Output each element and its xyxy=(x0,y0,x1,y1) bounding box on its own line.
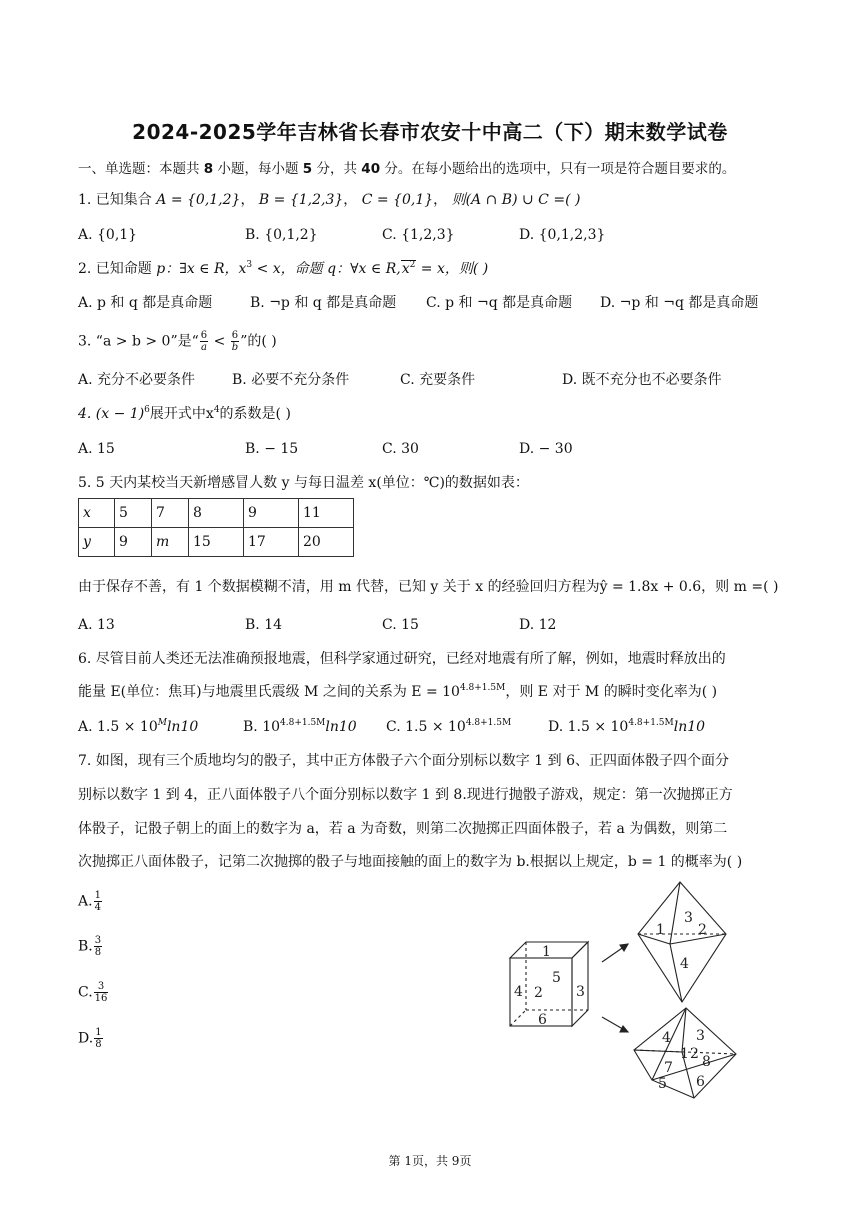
table-row xyxy=(79,499,354,528)
q7-option-c[interactable]: C. $\frac{3}{16}$ xyxy=(78,981,108,1004)
tetrahedron-die xyxy=(638,882,726,1002)
question-7-line-1: 7. 如图，现有三个质地均匀的骰子，其中正方体骰子六个面分别标以数字 1 到 6、正四面体骰子四个面分 xyxy=(78,753,729,769)
table-cell: m xyxy=(152,528,189,557)
table-cell: 7 xyxy=(152,499,189,528)
table-cell: 8 xyxy=(189,499,244,528)
question-5-stem: 5. 5 天内某校当天新增感冒人数 y 与每日温差 x(单位：℃)的数据如表： xyxy=(78,475,529,491)
table-cell: 9 xyxy=(115,528,152,557)
octa-face-label: 1 xyxy=(680,1046,689,1062)
question-7-line-2: 别标以数字 1 到 4，正八面体骰子八个面分别标以数字 1 到 8.现进行抛骰子游戏，规定：第一次抛掷正方 xyxy=(78,787,733,803)
q5-option-d[interactable]: D. 12 xyxy=(519,617,557,633)
question-4-stem: 4. $(x - 1)^6$展开式中$x^4$的系数是( ) xyxy=(78,405,291,422)
q3-option-c[interactable]: C. 充要条件 xyxy=(400,372,476,388)
question-7-line-4: 次抛掷正八面体骰子，记第二次抛掷的骰子与地面接触的面上的数字为 b.根据以上规定，b = 1 的概率为( ) xyxy=(78,854,743,870)
tetra-face-label: 3 xyxy=(684,910,693,926)
tetra-face-label: 1 xyxy=(656,922,665,938)
octa-face-label: 3 xyxy=(696,1028,705,1044)
octa-face-label: 2 xyxy=(690,1046,699,1062)
q1-option-a[interactable]: A. {0,1} xyxy=(78,227,138,243)
question-7-line-3: 体骰子，记骰子朝上的面上的数字为 a，若 a 为奇数，则第二次抛掷正四面体骰子，若 a 为偶数，则第二 xyxy=(78,821,728,837)
page-footer: 第 1页，共 9页 xyxy=(388,1154,472,1168)
question-6-line-1: 6. 尽管目前人类还无法准确预报地震，但科学家通过研究，已经对地震有所了解，例如，地震时释放出的 xyxy=(78,651,726,667)
octa-face-label: 7 xyxy=(664,1060,673,1076)
arrow-icon xyxy=(602,1017,628,1032)
q1-option-b[interactable]: B. {0,1,2} xyxy=(245,227,318,243)
q4-option-d[interactable]: D. − 30 xyxy=(519,441,573,457)
q5-option-a[interactable]: A. 13 xyxy=(78,617,115,633)
octa-face-label: 4 xyxy=(662,1030,671,1046)
tetra-face-label: 4 xyxy=(680,956,689,972)
q3-option-d[interactable]: D. 既不充分也不必要条件 xyxy=(562,372,722,388)
q4-option-b[interactable]: B. − 15 xyxy=(245,441,299,457)
octa-face-label: 5 xyxy=(658,1076,667,1092)
q5-option-c[interactable]: C. 15 xyxy=(382,617,419,633)
q7-option-a[interactable]: A. $\frac{1}{4}$ xyxy=(78,890,101,913)
question-5-note: 由于保存不善，有 1 个数据模糊不清，用 m 代替，已知 y 关于 x 的经验回归方程为ŷ = 1.8x + 0.6，则 m =( ) xyxy=(78,579,779,595)
cube-face-label: 1 xyxy=(542,944,551,960)
q4-option-c[interactable]: C. 30 xyxy=(382,441,419,457)
table-cell: 9 xyxy=(244,499,299,528)
fraction-6-over-a: $\frac{6}{a}$ xyxy=(200,330,208,353)
q1-option-c[interactable]: C. {1,2,3} xyxy=(382,227,455,243)
tetra-face-label: 2 xyxy=(698,922,707,938)
question-1-stem: 1. 已知集合 A = {0,1,2}， B = {1,2,3}， C = {0,1}， 则(A ∩ B) ∪ C =( ) xyxy=(78,192,581,208)
table-cell: 5 xyxy=(115,499,152,528)
page-title: 2024-2025学年吉林省长春市农安十中高二（下）期末数学试卷 xyxy=(132,120,728,144)
table-cell: y xyxy=(79,528,115,557)
q2-option-b[interactable]: B. ¬p 和 q 都是真命题 xyxy=(250,295,397,311)
q2-option-a[interactable]: A. p 和 q 都是真命题 xyxy=(78,295,213,311)
table-cell: 20 xyxy=(299,528,354,557)
q3-option-a[interactable]: A. 充分不必要条件 xyxy=(78,372,196,388)
q7-option-b[interactable]: B. $\frac{3}{8}$ xyxy=(78,935,102,958)
dice-figure xyxy=(490,872,740,1102)
cube-face-label: 5 xyxy=(552,970,561,986)
q5-data-table xyxy=(78,498,354,557)
cube-face-label: 6 xyxy=(538,1012,547,1028)
q5-option-b[interactable]: B. 14 xyxy=(245,617,283,633)
q2-option-c[interactable]: C. p 和 ¬q 都是真命题 xyxy=(426,295,573,311)
q6-option-d[interactable]: D. $1.5 \times 10^{4.8+1.5M}\ln 10$ xyxy=(548,718,706,735)
q2-option-d[interactable]: D. ¬p 和 ¬q 都是真命题 xyxy=(600,295,759,311)
q7-option-d[interactable]: D. $\frac{1}{8}$ xyxy=(78,1027,102,1050)
octahedron-die xyxy=(634,1008,736,1098)
fraction-6-over-b: $\frac{6}{b}$ xyxy=(231,330,239,353)
table-cell: x xyxy=(79,499,115,528)
table-cell: 17 xyxy=(244,528,299,557)
cube-face-label: 3 xyxy=(576,984,585,1000)
q6-option-c[interactable]: C. $1.5 \times 10^{4.8+1.5M}$ xyxy=(386,718,512,735)
q1-option-d[interactable]: D. {0,1,2,3} xyxy=(519,227,606,243)
cube-face-label: 2 xyxy=(534,985,543,1001)
table-row xyxy=(79,528,354,557)
table-cell: 15 xyxy=(189,528,244,557)
cube-face-label: 4 xyxy=(514,984,523,1000)
q3-option-b[interactable]: B. 必要不充分条件 xyxy=(232,372,350,388)
q6-option-b[interactable]: B. $10^{4.8+1.5M}\ln 10$ xyxy=(243,718,357,735)
table-cell: 11 xyxy=(299,499,354,528)
octa-face-label: 6 xyxy=(696,1074,705,1090)
octa-face-label: 8 xyxy=(702,1054,711,1070)
cube-die xyxy=(510,942,588,1028)
question-6-line-2: 能量 E(单位：焦耳)与地震里氏震级 M 之间的关系为 $E = 10^{4.8+1.5M}$，则 E 对于 M 的瞬时变化率为( ) xyxy=(78,683,718,700)
section-header: 一、单选题：本题共 8 小题，每小题 5 分，共 40 分。在每小题给出的选项中，只有一项是符合题目要求的。 xyxy=(78,161,736,177)
question-3-stem: 3. “a > b > 0”是“ $\frac{6}{a}$ < $\frac{6}{b}$ ”的( ) xyxy=(78,330,277,353)
q4-option-a[interactable]: A. 15 xyxy=(78,441,115,457)
q6-option-a[interactable]: A. $1.5 \times 10^M\ln 10$ xyxy=(78,718,199,735)
question-2-stem: 2. 已知命题 p：∃x ∈ R，$x^3 < x$，命题 q：∀x ∈ $R,x^2 = x$，则( ) xyxy=(78,260,489,277)
arrow-icon xyxy=(602,944,628,962)
